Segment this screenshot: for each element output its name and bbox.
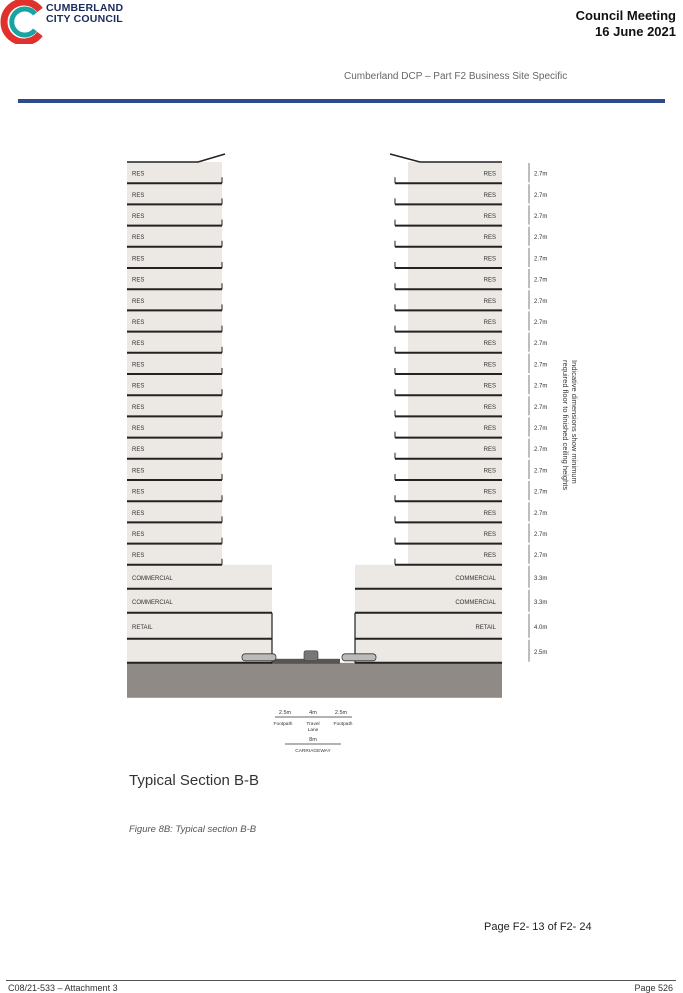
right-floor-label: RES <box>483 192 496 199</box>
right-floor-label: RES <box>483 447 496 454</box>
footpath-left-width: 2.5m <box>278 710 292 716</box>
page-number: Page F2- 13 of F2- 24 <box>484 921 592 933</box>
right-floor-label: RES <box>483 256 496 263</box>
right-floor-label: RES <box>483 298 496 305</box>
council-logo <box>0 0 140 44</box>
footpath-left-label: Footpath <box>273 722 293 727</box>
right-floor-label: RES <box>483 320 496 326</box>
left-floor-label: RES <box>132 298 145 305</box>
ground-section <box>127 663 502 698</box>
right-floor-label: RES <box>483 489 496 496</box>
left-floor-label: RES <box>132 489 145 496</box>
left-podium-label: COMMERCIAL <box>132 575 173 582</box>
right-floor-label: RES <box>483 277 496 284</box>
footpath-right-width: 2.5m <box>334 710 348 716</box>
meeting-date: 16 June 2021 <box>595 24 676 39</box>
left-floor-label: RES <box>132 426 145 432</box>
left-floor-label: RES <box>132 214 145 220</box>
side-note-line-2: required floor to finished ceiling heights <box>561 360 570 491</box>
carriageway-label: CARRIAGEWAY <box>295 749 331 754</box>
right-floor-label: RES <box>483 404 496 411</box>
left-floor-label: RES <box>132 510 145 517</box>
floor-height-label: 2.7m <box>534 426 548 432</box>
right-floor-label: RES <box>483 341 496 348</box>
logo-line-2: CITY COUNCIL <box>46 13 123 25</box>
floor-height-label: 2.7m <box>534 341 548 348</box>
left-floor-label: RES <box>132 192 145 199</box>
floor-height-label: 2.7m <box>534 362 548 369</box>
podium-height-label: 3.3m <box>534 575 548 582</box>
section-drawing <box>120 150 600 770</box>
left-floor-label: RES <box>132 383 145 390</box>
floor-height-label: 2.7m <box>534 553 548 560</box>
right-podium-label: RETAIL <box>475 624 496 631</box>
podium-height-label: 2.5m <box>534 649 548 656</box>
left-podium-label: COMMERCIAL <box>132 599 173 606</box>
logo-line-1: CUMBERLAND <box>46 2 124 14</box>
floor-height-label: 2.7m <box>534 447 548 454</box>
floor-height-label: 2.7m <box>534 532 548 538</box>
road-vehicle <box>304 651 318 661</box>
header-rule <box>18 99 665 103</box>
left-floor-label: RES <box>132 277 145 284</box>
right-floor-label: RES <box>483 532 496 538</box>
right-roof-slope <box>390 154 420 162</box>
right-floor-label: RES <box>483 362 496 369</box>
floor-height-label: 2.7m <box>534 489 548 496</box>
floor-height-label: 2.7m <box>534 404 548 411</box>
floor-height-label: 2.7m <box>534 214 548 220</box>
right-car <box>342 654 376 661</box>
right-podium-label: COMMERCIAL <box>455 575 496 582</box>
floor-height-label: 2.7m <box>534 235 548 242</box>
carriageway-width: 8m <box>309 737 317 743</box>
right-floor-label: RES <box>483 171 496 178</box>
figure-caption: Figure 8B: Typical section B-B <box>129 824 257 835</box>
left-car <box>242 654 276 661</box>
left-floor-label: RES <box>132 235 145 242</box>
floor-height-label: 2.7m <box>534 192 548 199</box>
left-floor-label: RES <box>132 532 145 538</box>
floor-height-label: 2.7m <box>534 383 548 390</box>
floor-height-label: 2.7m <box>534 320 548 326</box>
left-floor-label: RES <box>132 320 145 326</box>
travel-label: Travel <box>306 722 320 727</box>
council-logo-mark <box>0 0 46 44</box>
left-floor-label: RES <box>132 256 145 263</box>
footer-rule <box>6 980 676 981</box>
section-figure <box>120 150 600 770</box>
meeting-info <box>576 8 676 40</box>
left-floor-label: RES <box>132 447 145 454</box>
floor-height-label: 2.7m <box>534 510 548 517</box>
right-floor-label: RES <box>483 235 496 242</box>
left-floor-label: RES <box>132 171 145 178</box>
right-floor-label: RES <box>483 510 496 517</box>
left-floor-label: RES <box>132 468 145 475</box>
right-floor-label: RES <box>483 214 496 220</box>
podium-height-label: 4.0m <box>534 624 548 631</box>
podium-height-label: 3.3m <box>534 599 548 606</box>
floor-height-label: 2.7m <box>534 468 548 475</box>
floor-height-label: 2.7m <box>534 256 548 263</box>
logo-text <box>46 3 123 25</box>
floor-height-label: 2.7m <box>534 171 548 178</box>
lane-width: 4m <box>309 710 317 716</box>
figure-title: Typical Section B-B <box>129 772 260 789</box>
left-floor-label: RES <box>132 341 145 348</box>
footpath-right-label: Footpath <box>333 722 353 727</box>
right-floor-label: RES <box>483 468 496 475</box>
meeting-title: Council Meeting <box>575 8 676 23</box>
right-floor-label: RES <box>483 383 496 390</box>
left-roof-slope <box>198 154 225 162</box>
left-floor-label: RES <box>132 362 145 369</box>
left-podium-label: RETAIL <box>132 624 153 631</box>
document-title: Cumberland DCP – Part F2 Business Site Specific <box>344 71 568 82</box>
right-floor-label: RES <box>483 426 496 432</box>
right-floor-label: RES <box>483 553 496 560</box>
side-note-line-1: Indicative dimensions show minimum <box>570 360 579 484</box>
footer-attachment: C08/21-533 – Attachment 3 <box>8 983 118 993</box>
floor-height-label: 2.7m <box>534 298 548 305</box>
right-podium-label: COMMERCIAL <box>455 599 496 606</box>
footer-page: Page 526 <box>634 983 673 993</box>
floor-height-label: 2.7m <box>534 277 548 284</box>
lane-label: Lane <box>307 728 319 733</box>
left-floor-label: RES <box>132 553 145 560</box>
left-floor-label: RES <box>132 404 145 411</box>
